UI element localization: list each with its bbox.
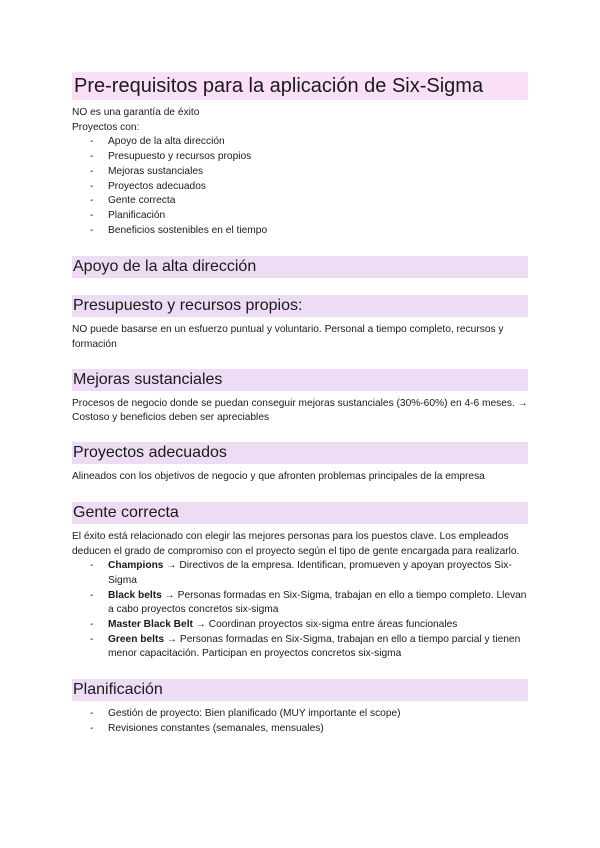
section-proyectos — [72, 442, 528, 485]
role-name: Champions — [108, 560, 164, 572]
planificacion-list — [72, 707, 528, 736]
section-heading: Apoyo de la alta dirección — [72, 256, 528, 278]
section-heading: Mejoras sustanciales — [72, 369, 528, 391]
page-title: Pre-requisitos para la aplicación de Six-Sigma — [72, 72, 528, 100]
role-name: Black belts — [108, 589, 162, 601]
section-presupuesto — [72, 295, 528, 352]
list-item: - Champions → Directivos de la empresa. Identifican, promueven y apoyan proyectos Six-Sigma — [90, 560, 512, 586]
roles-list — [72, 559, 528, 662]
section-gente — [72, 502, 528, 662]
list-item: - Mejoras sustanciales — [90, 165, 204, 177]
list-item: - Master Black Belt → Coordinan proyectos six-sigma entre áreas funcionales — [90, 619, 458, 631]
list-item: - Presupuesto y recursos propios — [90, 151, 252, 163]
list-item: - Apoyo de la alta dirección — [90, 136, 225, 148]
section-heading: Presupuesto y recursos propios: — [72, 295, 528, 317]
section-heading: Proyectos adecuados — [72, 442, 528, 464]
section-heading: Planificación — [72, 679, 528, 701]
section-body: Procesos de negocio donde se puedan conseguir mejoras sustanciales (30%-60%) en 4-6 meses. → Costoso y beneficios deben ser apreciables — [72, 397, 528, 424]
list-item: - Green belts → Personas formadas en Six-Sigma, trabajan en ello a tiempo parcial y tienen menor capacitación. Participan en proyectos concretos six-sigma — [90, 633, 521, 660]
role-name: Green belts — [108, 633, 165, 645]
role-name: Master Black Belt — [108, 619, 193, 631]
section-apoyo — [72, 256, 528, 278]
list-item: - Proyectos adecuados — [90, 180, 206, 192]
list-item: - Beneficios sostenibles en el tiempo — [90, 224, 268, 236]
list-item: - Gente correcta — [90, 195, 176, 207]
list-item: - Black belts → Personas formadas en Six-Sigma, trabajan en ello a tiempo completo. Llevan a cabo proyectos concretos six-sigma — [90, 589, 527, 616]
list-item: - Revisiones constantes (semanales, mensuales) — [90, 722, 324, 734]
intro-line-1: NO es una garantía de éxito — [72, 107, 200, 118]
section-mejoras — [72, 369, 528, 426]
section-body: Alineados con los objetivos de negocio y que afronten problemas principales de la empresa — [72, 471, 485, 483]
intro-line-2: Proyectos con: — [72, 121, 140, 133]
section-planificacion — [72, 679, 528, 736]
intro-list — [72, 135, 528, 238]
section-body: NO puede basarse en un esfuerzo puntual y voluntario. Personal a tiempo completo, recursos y formación — [72, 324, 504, 351]
section-body: El éxito está relacionado con elegir las mejores personas para los puestos clave. Los empleados deducen el grado de compromiso con el proyecto según el tipo de gente encargada para realizarlo. — [72, 530, 520, 557]
list-item: - Planificación — [90, 209, 166, 221]
list-item: - Gestión de proyecto: Bien planificado (MUY importante el scope) — [90, 708, 401, 720]
section-heading: Gente correcta — [72, 502, 528, 524]
